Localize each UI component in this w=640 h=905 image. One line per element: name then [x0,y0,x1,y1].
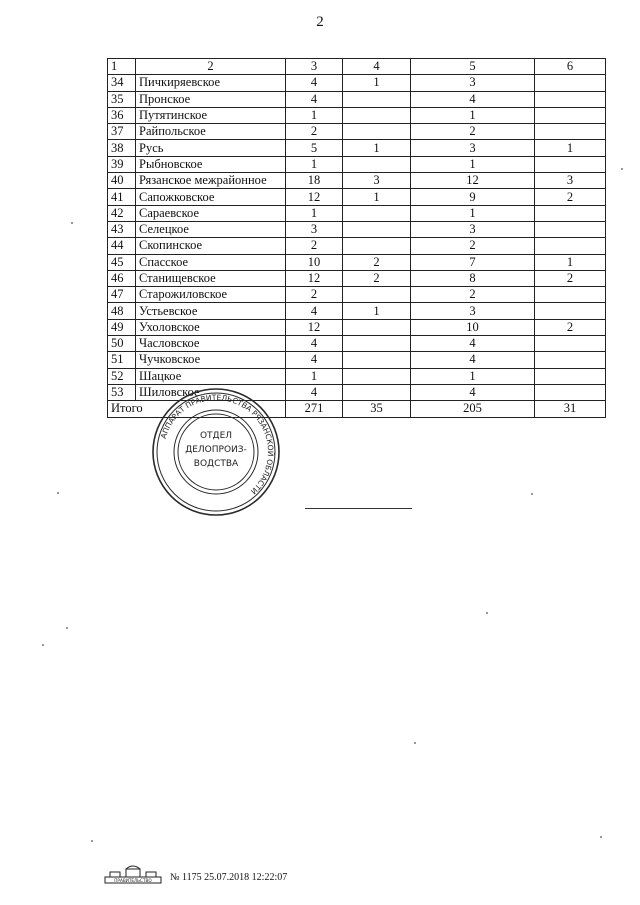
col4-cell [343,205,411,221]
data-table [107,58,606,418]
table-row [108,336,606,352]
col5-cell: 3 [411,75,535,91]
col5-cell: 4 [411,91,535,107]
row-number-cell: 40 [108,173,136,189]
col6-cell [535,384,606,400]
row-number-cell: 49 [108,319,136,335]
col6-cell: 2 [535,270,606,286]
table-row [108,352,606,368]
col3-cell: 2 [286,124,343,140]
table-row [108,287,606,303]
col3-cell: 4 [286,336,343,352]
col6-cell [535,205,606,221]
col3-cell: 18 [286,173,343,189]
col5-cell: 4 [411,352,535,368]
col5-cell: 1 [411,368,535,384]
col6-cell [535,124,606,140]
col3-cell: 5 [286,140,343,156]
col5-cell: 10 [411,319,535,335]
col5-cell: 12 [411,173,535,189]
col5-cell: 2 [411,124,535,140]
col3-cell: 2 [286,238,343,254]
col3-cell: 1 [286,107,343,123]
district-name-cell: Райпольское [136,124,286,140]
col6-cell [535,156,606,172]
table-row [108,205,606,221]
col3-cell: 4 [286,75,343,91]
district-name-cell: Шиловское [136,384,286,400]
col5-cell: 1 [411,107,535,123]
col5-cell: 2 [411,238,535,254]
col3-cell: 2 [286,287,343,303]
col4-cell [343,238,411,254]
col3-cell: 4 [286,352,343,368]
district-name-cell: Чучковское [136,352,286,368]
district-name-cell: Ухоловское [136,319,286,335]
col6-cell [535,352,606,368]
header-cell-5: 5 [411,59,535,75]
table-row [108,91,606,107]
table-row [108,107,606,123]
col4-cell: 1 [343,140,411,156]
district-name-cell: Спасское [136,254,286,270]
col5-cell: 1 [411,205,535,221]
col4-cell: 2 [343,254,411,270]
row-number-cell: 44 [108,238,136,254]
col5-cell: 4 [411,336,535,352]
district-name-cell: Устьевское [136,303,286,319]
col3-cell: 12 [286,270,343,286]
col4-cell [343,319,411,335]
col6-cell [535,238,606,254]
row-number-cell: 51 [108,352,136,368]
row-number-cell: 53 [108,384,136,400]
col5-cell: 2 [411,287,535,303]
header-cell-4: 4 [343,59,411,75]
table-row [108,368,606,384]
district-name-cell: Часловское [136,336,286,352]
stamp-seal [150,386,282,518]
row-number-cell: 41 [108,189,136,205]
col3-cell: 1 [286,156,343,172]
col4-cell [343,352,411,368]
col4-cell: 1 [343,303,411,319]
col5-cell: 7 [411,254,535,270]
col4-cell: 1 [343,75,411,91]
col4-cell [343,368,411,384]
row-number-cell: 52 [108,368,136,384]
row-number-cell: 34 [108,75,136,91]
col3-cell: 3 [286,221,343,237]
table-row [108,270,606,286]
district-name-cell: Старожиловское [136,287,286,303]
header-cell-3: 3 [286,59,343,75]
district-name-cell: Рыбновское [136,156,286,172]
district-name-cell: Шацкое [136,368,286,384]
table-header-row [108,59,606,75]
col6-cell: 2 [535,189,606,205]
district-name-cell: Скопинское [136,238,286,254]
footer-logo-text: ПРАВИТЕЛЬСТВО [114,878,152,884]
col6-cell [535,221,606,237]
row-number-cell: 43 [108,221,136,237]
col6-cell: 1 [535,140,606,156]
table-row [108,189,606,205]
stamp-center-line2: ДЕЛОПРОИЗ- [185,445,247,455]
district-name-cell: Сараевское [136,205,286,221]
col3-cell: 4 [286,384,343,400]
district-name-cell: Селецкое [136,221,286,237]
table-row [108,173,606,189]
row-number-cell: 38 [108,140,136,156]
row-number-cell: 35 [108,91,136,107]
col6-cell [535,287,606,303]
col4-cell [343,156,411,172]
col4-cell [343,91,411,107]
col4-cell [343,107,411,123]
col4-cell: 1 [343,189,411,205]
col4-cell [343,384,411,400]
col4-cell [343,124,411,140]
header-cell-1: 1 [108,59,136,75]
district-name-cell: Русь [136,140,286,156]
table-body [108,59,606,418]
table-row [108,303,606,319]
col6-cell [535,368,606,384]
col4-cell [343,287,411,303]
header-cell-6: 6 [535,59,606,75]
col4-cell: 2 [343,270,411,286]
col6-cell [535,107,606,123]
stamp-outer-text: АППАРАТ ПРАВИТЕЛЬСТВА РЯЗАНСКОЙ ОБЛАСТИ [158,392,276,497]
col5-cell: 3 [411,221,535,237]
col6-cell: 1 [535,254,606,270]
col5-cell: 1 [411,156,535,172]
total-col3-cell: 271 [286,401,343,417]
col3-cell: 4 [286,91,343,107]
row-number-cell: 45 [108,254,136,270]
table-row [108,254,606,270]
row-number-cell: 47 [108,287,136,303]
row-number-cell: 39 [108,156,136,172]
col4-cell [343,336,411,352]
col6-cell: 3 [535,173,606,189]
col5-cell: 4 [411,384,535,400]
col5-cell: 8 [411,270,535,286]
government-building-icon [104,864,162,884]
col6-cell [535,303,606,319]
district-name-cell: Станищевское [136,270,286,286]
col3-cell: 10 [286,254,343,270]
district-name-cell: Путятинское [136,107,286,123]
divider-line [305,508,412,509]
row-number-cell: 46 [108,270,136,286]
district-name-cell: Сапожковское [136,189,286,205]
stamp-center-line3: ВОДСТВА [193,459,239,469]
table-row [108,75,606,91]
table-row [108,124,606,140]
col6-cell [535,91,606,107]
col5-cell: 3 [411,140,535,156]
col3-cell: 1 [286,368,343,384]
table-row [108,156,606,172]
col5-cell: 3 [411,303,535,319]
col6-cell [535,75,606,91]
col3-cell: 12 [286,189,343,205]
col3-cell: 12 [286,319,343,335]
col5-cell: 9 [411,189,535,205]
row-number-cell: 42 [108,205,136,221]
district-name-cell: Рязанское межрайонное [136,173,286,189]
row-number-cell: 36 [108,107,136,123]
row-number-cell: 48 [108,303,136,319]
header-cell-2: 2 [136,59,286,75]
col6-cell [535,336,606,352]
col4-cell [343,221,411,237]
total-label-cell: Итого [108,401,286,417]
total-col4-cell: 35 [343,401,411,417]
total-col5-cell: 205 [411,401,535,417]
table-row [108,140,606,156]
col6-cell: 2 [535,319,606,335]
district-name-cell: Пичкиряевское [136,75,286,91]
total-col6-cell: 31 [535,401,606,417]
row-number-cell: 37 [108,124,136,140]
registration-number: № 1175 25.07.2018 12:22:07 [170,872,288,883]
col3-cell: 1 [286,205,343,221]
district-name-cell: Пронское [136,91,286,107]
page-number: 2 [316,14,324,30]
row-number-cell: 50 [108,336,136,352]
stamp-center-line1: ОТДЕЛ [199,431,233,441]
table-row [108,319,606,335]
table-row [108,221,606,237]
col4-cell: 3 [343,173,411,189]
registration-footer [104,864,287,884]
table-row [108,238,606,254]
col3-cell: 4 [286,303,343,319]
